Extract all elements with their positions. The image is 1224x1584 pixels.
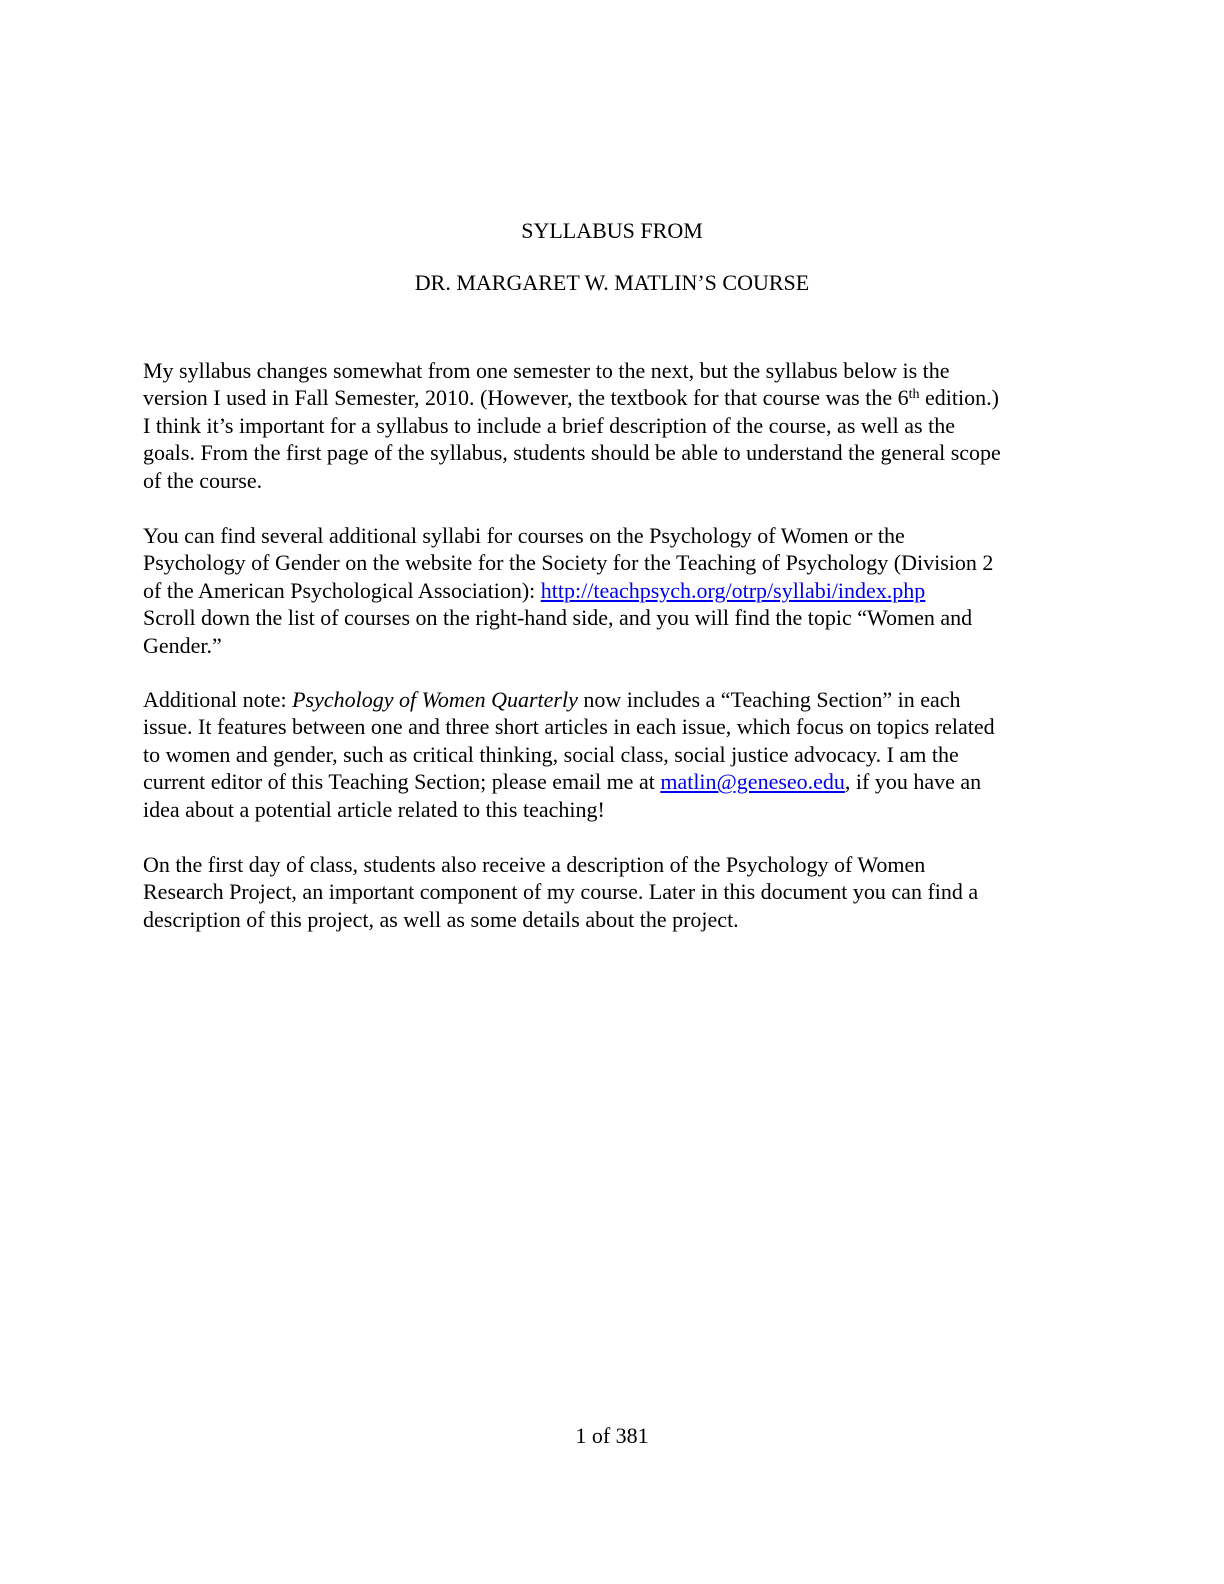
text-line: My syllabus changes somewhat from one semester to the next, but the syllabus below is the (143, 358, 950, 383)
paragraph-syllabus-intro (143, 357, 1083, 494)
text-line: On the first day of class, students also receive a description of the Psychology of Women (143, 852, 926, 877)
superscript: th (908, 387, 920, 403)
text-line (143, 577, 1083, 604)
text-run: now includes a “Teaching Section” in each (577, 687, 961, 712)
text-line (143, 768, 1083, 795)
text-line: goals. From the first page of the syllabus, students should be able to understand the general scope (143, 440, 1001, 466)
text-line: Gender.” (143, 632, 222, 658)
text-line: I think it’s important for a syllabus to include a brief description of the course, as well as the (143, 412, 955, 438)
text-line: Scroll down the list of courses on the right-hand side, and you will find the topic “Women and (143, 605, 973, 631)
text-line (143, 686, 1083, 713)
text-line: Research Project, an important component of my course. Later in this document you can find a (143, 879, 979, 905)
text-line: to women and gender, such as critical thinking, social class, social justice advocacy. I am the (143, 741, 959, 767)
text-line: idea about a potential article related to this teaching! (143, 796, 605, 822)
syllabi-url-link[interactable]: http://teachpsych.org/otrp/syllabi/index.php (540, 577, 926, 603)
text-line: issue. It features between one and three short articles in each issue, which focus on topics related (143, 714, 995, 740)
text-run: version I used in Fall Semester, 2010. (However, the textbook for that course was the 6 (143, 385, 909, 411)
text-line: description of this project, as well as some details about the project. (143, 906, 739, 932)
text-line (143, 384, 1083, 411)
text-run: current editor of this Teaching Section; please email me at (143, 769, 661, 795)
text-line: Psychology of Gender on the website for the Society for the Teaching of Psychology (Division 2 (143, 550, 994, 576)
paragraph-additional-syllabi (143, 522, 1083, 659)
paragraph-research-project (143, 851, 1083, 933)
paragraph-additional-note (143, 686, 1083, 823)
text-run: Additional note: (143, 687, 293, 712)
page-number: 1 of 381 (575, 1423, 649, 1448)
text-run: of the American Psychological Association): (143, 577, 541, 603)
journal-title: Psychology of Women Quarterly (292, 687, 578, 712)
text-line: of the course. (143, 467, 263, 493)
document-title: SYLLABUS FROM (521, 218, 703, 243)
text-run: , if you have an (844, 769, 982, 795)
email-link[interactable]: matlin@geneseo.edu (660, 769, 845, 795)
text-line: You can find several additional syllabi for courses on the Psychology of Women or the (143, 523, 905, 548)
document-subtitle: DR. MARGARET W. MATLIN’S COURSE (414, 270, 810, 295)
text-run: edition.) (919, 385, 999, 411)
